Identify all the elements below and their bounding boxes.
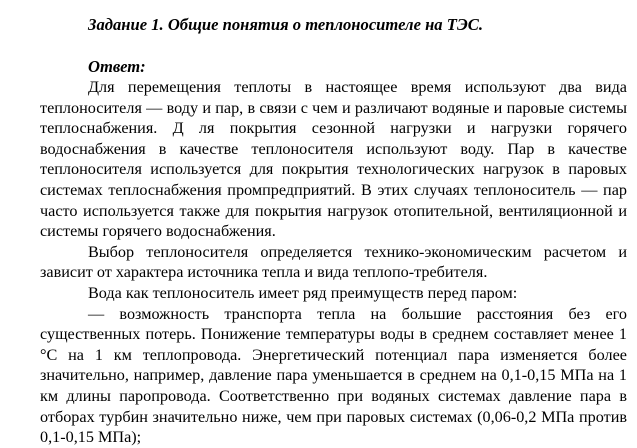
paragraph-carrier-choice: Выбор теплоносителя определяется технико-экономическим расчетом и зависит от характера источника тепла и вида теплопо-требителя. xyxy=(40,242,627,282)
paragraph-transport-advantage: — возможность транспорта тепла на большие расстояния без его существенных потерь. Понижение температуры воды в среднем составляет менее 1 °С на 1 км теплопровода. Энергетический потенциал пара изменяется более значительно, например, давление пара уменьшается в среднем на 0,1-0,15 МПа на 1 км длины паропровода. Соответственно при водяных системах давление пара в отборах турбин значительно ниже, чем при паровых системах (0,06-0,2 МПа против 0,1-0,15 МПа); xyxy=(40,304,627,447)
task-title: Задание 1. Общие понятия о теплоносителе на ТЭС. xyxy=(88,15,484,34)
answer-label: Ответ: xyxy=(88,57,146,76)
paragraph-water-advantages: Вода как теплоноситель имеет ряд преимуществ перед паром: xyxy=(88,283,518,302)
answer-body xyxy=(40,77,627,448)
paragraph-heat-carriers: Для перемещения теплоты в настоящее время используют два вида теплоносителя — воду и пар, в связи с чем и различают водяные и паровые системы теплоснабжения. Д ля покрытия сезонной нагрузки и нагрузки горячего водоснабжения в качестве теплоносителя используют воду. Пар в качестве теплоносителя используется для покрытия технологических нагрузок в паровых системах теплоснабжения промпредприятий. В этих случаях теплоноситель — пар часто используется также для покрытия нагрузок отопительной, вентиляционной и системы горячего водоснабжения. xyxy=(40,78,627,241)
